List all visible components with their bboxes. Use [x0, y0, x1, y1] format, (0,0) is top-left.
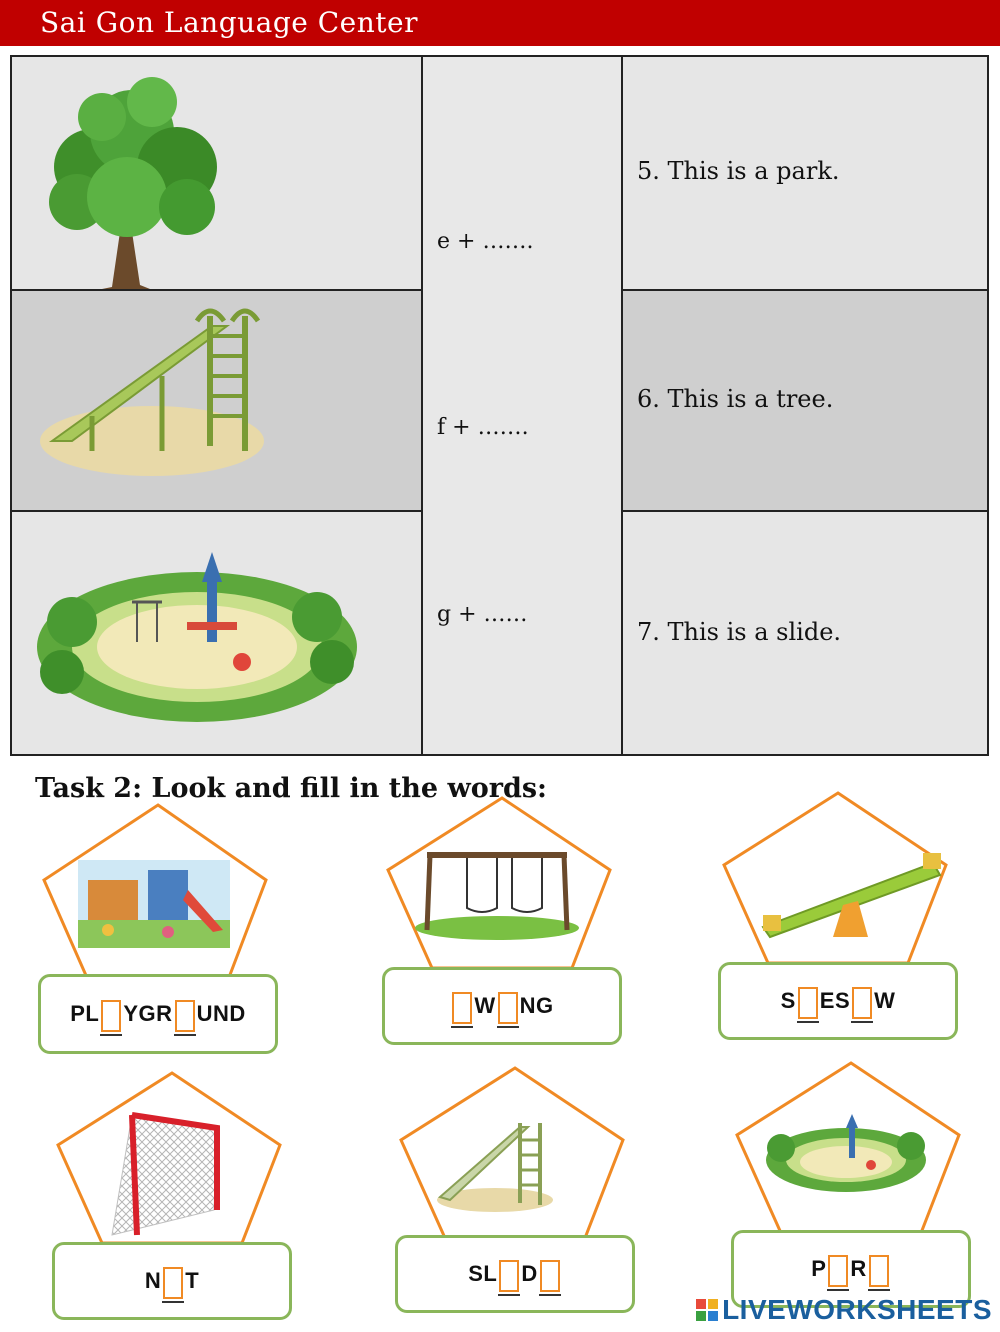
- letter-gap[interactable]: [498, 992, 518, 1024]
- answer-column: [423, 57, 623, 754]
- letter-gap[interactable]: [101, 1000, 121, 1032]
- letter-gap[interactable]: [540, 1260, 560, 1292]
- word-part: W: [474, 993, 496, 1018]
- match-answer-e[interactable]: e + …….: [437, 229, 534, 254]
- word-part: N: [144, 1268, 162, 1293]
- word-card-seesaw: [718, 790, 958, 1045]
- word-box-seesaw: [718, 962, 958, 1040]
- word-card-swing: [382, 795, 622, 1050]
- letter-gap[interactable]: [869, 1255, 889, 1287]
- match-answer-f[interactable]: f + …….: [437, 415, 529, 440]
- word-card-playground: [38, 802, 278, 1057]
- playground-image: [78, 860, 230, 948]
- word-box-net: [52, 1242, 292, 1320]
- logo-text: LIVEWORKSHEETS: [722, 1294, 992, 1325]
- table-row-1-image-cell: [12, 57, 423, 291]
- letter-gap[interactable]: [828, 1255, 848, 1287]
- table-row-1-sentence-cell: [623, 57, 987, 291]
- letter-gap[interactable]: [163, 1267, 183, 1299]
- word-part: S: [780, 988, 796, 1013]
- word-part: NG: [519, 993, 554, 1018]
- letter-gap[interactable]: [852, 987, 872, 1019]
- header-title: Sai Gon Language Center: [40, 6, 418, 39]
- letter-gap[interactable]: [499, 1260, 519, 1292]
- word-part: PL: [70, 1001, 100, 1026]
- net-image: [102, 1110, 227, 1240]
- slide-image: [12, 291, 423, 510]
- word-part: D: [521, 1261, 538, 1286]
- word-part: YGR: [123, 1001, 173, 1026]
- sentence-6: 6. This is a tree.: [637, 385, 834, 413]
- word-part: SL: [468, 1261, 498, 1286]
- seesaw-image: [758, 845, 948, 945]
- word-part: R: [850, 1256, 867, 1281]
- word-box-playground: [38, 974, 278, 1054]
- table-row-2-sentence-cell: [623, 291, 987, 512]
- liveworksheets-logo[interactable]: [696, 1294, 992, 1326]
- liveworksheets-mark-icon: [696, 1299, 718, 1321]
- word-part: T: [185, 1268, 200, 1293]
- word-card-park: [731, 1060, 971, 1315]
- word-part: P: [811, 1256, 827, 1281]
- sentence-5: 5. This is a park.: [637, 157, 840, 185]
- matching-table: [10, 55, 989, 756]
- word-part: UND: [196, 1001, 246, 1026]
- tree-image: [12, 57, 423, 289]
- word-part: ES: [819, 988, 851, 1013]
- header-bar: [0, 0, 1000, 46]
- sentence-7: 7. This is a slide.: [637, 618, 842, 646]
- slide-image: [435, 1115, 555, 1215]
- swing-image: [412, 850, 582, 940]
- word-card-slide: [395, 1065, 635, 1320]
- word-box-swing: [382, 967, 622, 1045]
- park-image: [761, 1110, 931, 1195]
- park-image: [12, 512, 423, 754]
- word-part: W: [874, 988, 896, 1013]
- word-box-slide: [395, 1235, 635, 1313]
- word-card-net: [52, 1070, 292, 1325]
- match-answer-g[interactable]: g + ……: [437, 602, 528, 627]
- task-2-title: Task 2: Look and fill in the words:: [35, 773, 548, 804]
- table-row-3-image-cell: [12, 512, 423, 754]
- letter-gap[interactable]: [452, 992, 472, 1024]
- table-row-2-image-cell: [12, 291, 423, 512]
- letter-gap[interactable]: [798, 987, 818, 1019]
- letter-gap[interactable]: [175, 1000, 195, 1032]
- table-row-3-sentence-cell: [623, 512, 987, 754]
